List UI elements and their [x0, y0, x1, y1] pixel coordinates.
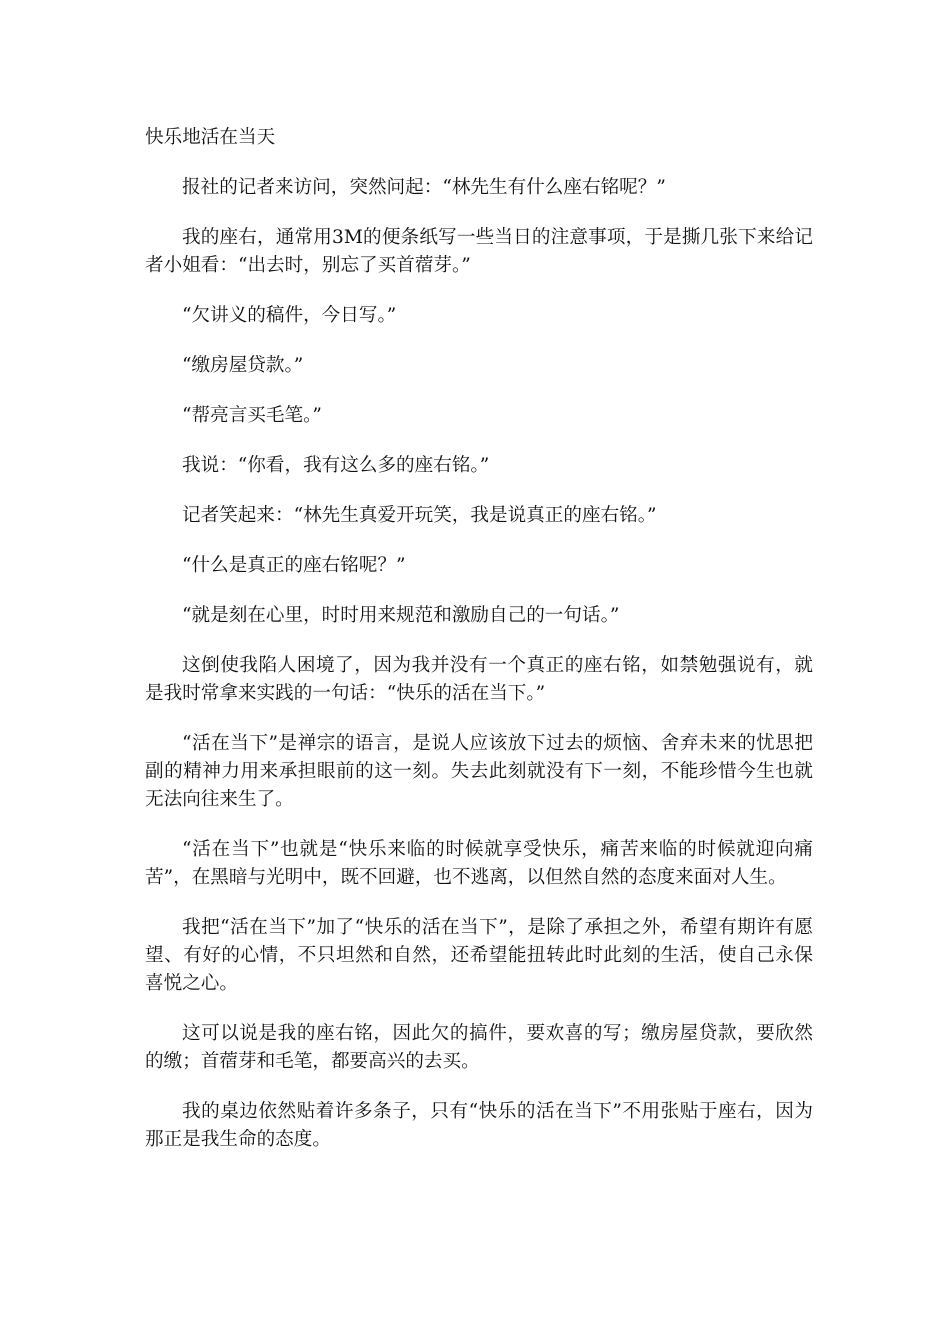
paragraph: “缴房屋贷款。” — [182, 355, 304, 376]
paragraph: 我把“活在当下”加了“快乐的活在当下”，是除了承担之外，希望有期许有愿望、有好的心情，不只坦然和自然，还希望能扭转此时此刻的生活，使自己永保喜悦之心。 — [145, 917, 813, 994]
paragraph: “帮亮言买毛笔。” — [182, 405, 322, 426]
paragraph: “活在当下”是禅宗的语言，是说人应该放下过去的烦恼、舍弃未来的忧思把副的精神力用来承担眼前的这一刻。失去此刻就没有下一刻，不能珍惜今生也就无法向往来生了。 — [145, 733, 813, 810]
paragraph: “什么是真正的座右铭呢？” — [182, 555, 406, 576]
paragraph: 这可以说是我的座右铭，因此欠的搞件，要欢喜的写；缴房屋贷款，要欣然的缴；首蓿芽和毛笔，都要高兴的去买。 — [145, 1023, 813, 1072]
document-title: 快乐地活在当天 — [145, 127, 276, 148]
paragraph: “就是刻在心里，时时用来规范和激励自己的一句话。” — [182, 605, 620, 626]
paragraph: “活在当下”也就是“快乐来临的时候就享受快乐，痛苦来临的时候就迎向痛苦”，在黑暗与光明中，既不回避，也不逃离，以但然自然的态度来面对人生。 — [145, 839, 813, 888]
paragraph: “欠讲义的稿件，今日写。” — [182, 305, 397, 326]
paragraph: 我说：“你看，我有这么多的座右铭。” — [182, 455, 490, 476]
paragraph: 记者笑起来：“林先生真爱开玩笑，我是说真正的座右铭。” — [182, 505, 657, 526]
paragraph: 这倒使我陷人困境了，因为我并没有一个真正的座右铭，如禁勉强说有，就是我时常拿来实践的一句话：“快乐的活在当下。” — [145, 655, 813, 704]
paragraph: 我的座右，通常用3M的便条纸写一些当日的注意事项，于是撕几张下来给记者小姐看：“出去时，别忘了买首蓿芽。” — [145, 227, 813, 276]
paragraph: 我的桌边依然贴着许多条子，只有“快乐的活在当下”不用张贴于座右，因为那正是我生命的态度。 — [145, 1101, 813, 1150]
paragraph: 报社的记者来访问，突然问起：“林先生有什么座右铭呢？” — [182, 177, 666, 198]
document-page — [145, 124, 813, 1176]
